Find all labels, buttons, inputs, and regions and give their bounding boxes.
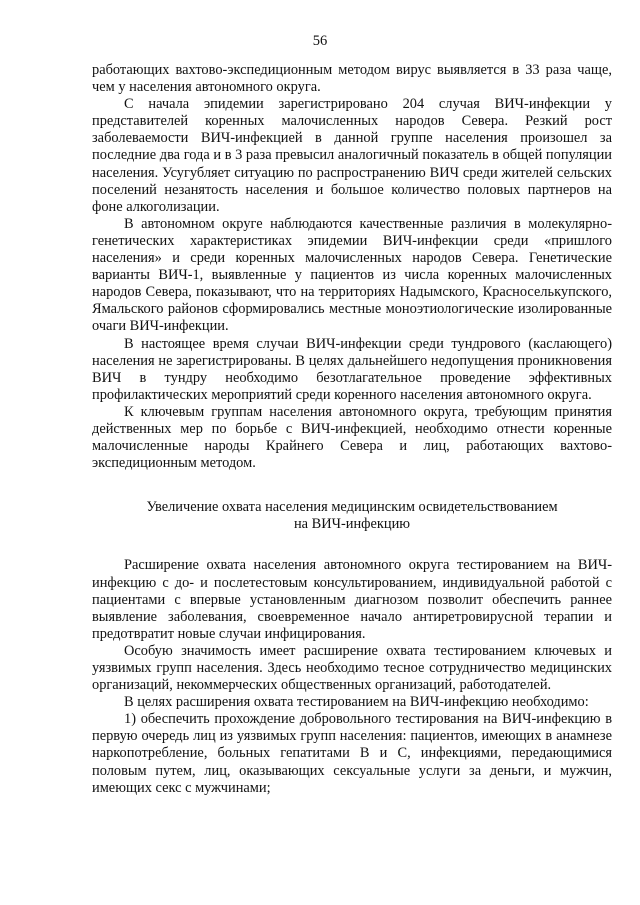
paragraph-key-group-testing: Особую значимость имеет расширение охвата тестированием ключевых и уязвимых групп населения. Здесь необходимо тесное сотрудничество медицинских организаций, некоммерческих общественных организаций, работодателей. <box>92 642 612 694</box>
paragraph-testing-expansion: Расширение охвата населения автономного округа тестированием на ВИЧ-инфекцию с до- и послетестовым консультированием, индивидуальной работой с пациентами с впервые установленным диагнозом позволит обеспечить раннее выявление заболевания, своевременное начало антиретровирусной терапии и предотвратит новые случаи инфицирования. <box>92 557 612 642</box>
paragraph-key-groups: К ключевым группам населения автономного округа, требующим принятия действенных мер по борьбе с ВИЧ-инфекцией, необходимо отнести коренные малочисленные народы Крайнего Севера и лиц, работающих вахтово-экспедиционным методом. <box>92 403 612 472</box>
paragraph-genetic-differences: В автономном округе наблюдаются качественные различия в молекулярно-генетических характеристиках эпидемии ВИЧ-инфекции среди «пришлого населения» и среди коренных малочисленных народов Севера. Генетические варианты ВИЧ-1, выявленные у пациентов из числа коренных малочисленных народов Севера, показывают, что на территориях Надымского, Красноселькупского, Ямальского районов сформировались местные моноэтиологические изолированные очаги ВИЧ-инфекции. <box>92 215 612 335</box>
paragraph-indigenous-cases: С начала эпидемии зарегистрировано 204 случая ВИЧ-инфекции у представителей коренных малочисленных народов Севера. Резкий рост заболеваемости ВИЧ-инфекцией в данной группе населения произошел за последние два года и в 3 раза превысил аналогичный показатель в общей популяции населения. Усугубляет ситуацию по распространению ВИЧ среди жителей сельских поселений незанятость населения и большое количество половых партнеров на фоне алкоголизации. <box>92 96 612 215</box>
section-heading <box>92 499 612 533</box>
section-heading-line-2: на ВИЧ-инфекцию <box>293 516 411 533</box>
list-item-1: 1) обеспечить прохождение добровольного тестирования на ВИЧ-инфекцию в первую очередь лиц из уязвимых групп населения: пациентов, имеющих в анамнезе наркопотребление, больных гепатитами В и С, инфекциями, передающимися половым путем, лиц, оказывающих сексуальные услуги за деньги, и мужчин, имеющих секс с мужчинами; <box>92 711 612 796</box>
paragraph-tundra-population: В настоящее время случаи ВИЧ-инфекции среди тундрового (каслающего) населения не зарегистрированы. В целях дальнейшего недопущения проникновения ВИЧ в тундру необходимо безотлагательное проведение эффективных профилактических мероприятий среди коренного населения автономного округа. <box>92 335 612 403</box>
document-body <box>92 62 612 797</box>
paragraph-continuation: работающих вахтово-экспедиционным методом вирус выявляется в 33 раза чаще, чем у населения автономного округа. <box>92 62 612 96</box>
section-heading-line-1: Увеличение охвата населения медицинским освидетельствованием <box>146 499 558 516</box>
page-number: 56 <box>312 33 328 49</box>
paragraph-measures-intro: В целях расширения охвата тестированием на ВИЧ-инфекцию необходимо: <box>124 694 589 711</box>
